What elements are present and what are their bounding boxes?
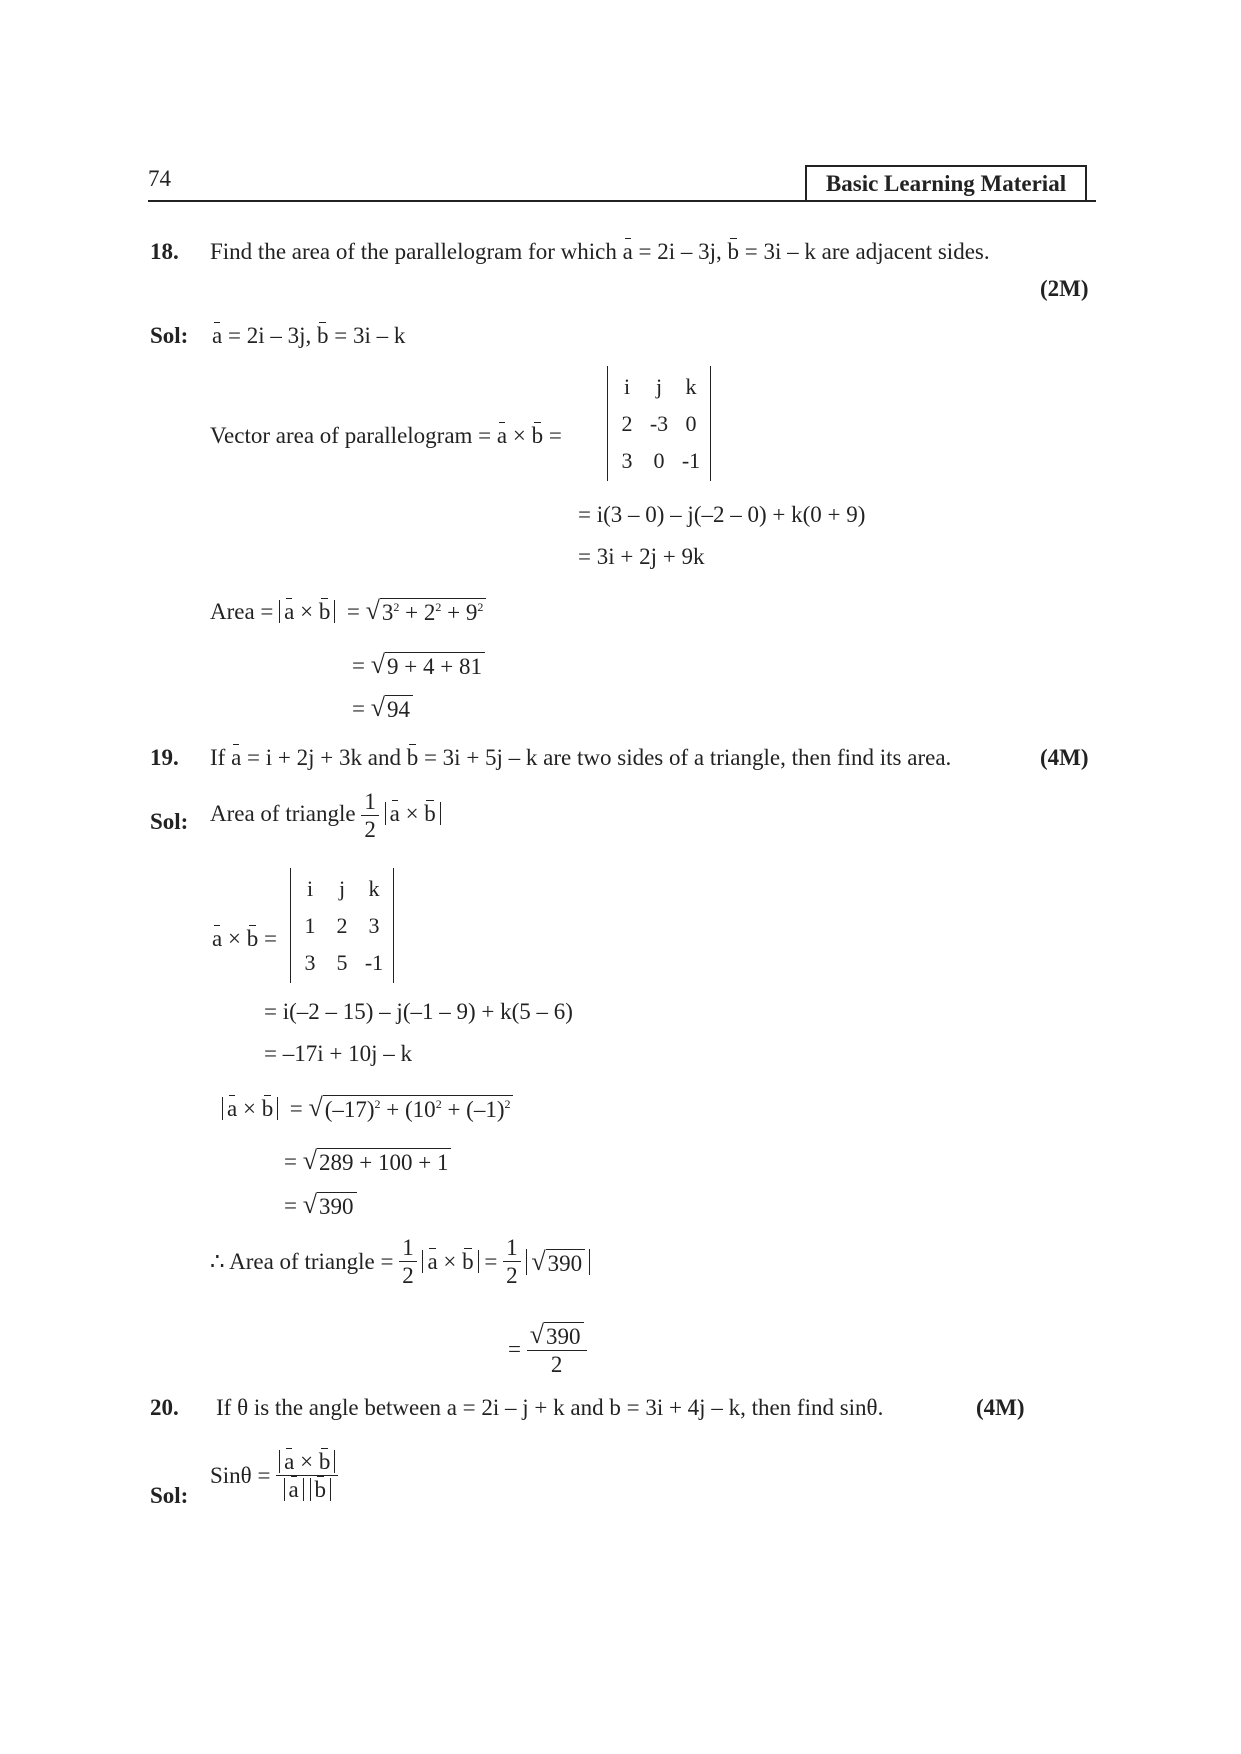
sqrt-sign: √ (302, 1146, 318, 1175)
therefore-label: ∴ Area of triangle = (210, 1249, 394, 1274)
q20-marks: (4M) (976, 1395, 1025, 1420)
abs-cross (222, 1097, 278, 1120)
abs-a (284, 1478, 304, 1501)
sqrt-arg: 390 (544, 1322, 584, 1348)
sqrt-sign: √ (308, 1093, 323, 1122)
vector-b: b (246, 926, 259, 951)
q18-marks: (2M) (1040, 276, 1089, 301)
abs-b (310, 1478, 332, 1501)
vector-a: a (227, 1096, 238, 1121)
cross-symbol: × (300, 1449, 314, 1474)
vector-a: a (231, 745, 242, 770)
det-cell: 1 (304, 912, 316, 938)
det-cell: i (306, 875, 314, 901)
vector-b: b (462, 1249, 474, 1274)
equals-symbol: = (284, 1149, 297, 1174)
page-number: 74 (148, 166, 171, 191)
sqrt-sign: √ (365, 596, 380, 625)
equals-symbol: = (352, 696, 365, 721)
vector-b: b (727, 239, 740, 264)
q18-step2: = 3i + 2j + 9k (578, 544, 705, 569)
q19-number: 19. (150, 745, 179, 770)
q19-a-def: = i + 2j + 3k and (247, 745, 401, 770)
det-cell: 0 (685, 410, 697, 436)
sqrt-expr (530, 1322, 584, 1348)
q18-sol-given (212, 324, 405, 347)
vector-b: b (314, 1477, 326, 1502)
cross-symbol: × (405, 800, 419, 826)
abs-cross (422, 1250, 478, 1273)
fraction-half (503, 1236, 521, 1287)
det-cell: -1 (681, 447, 701, 473)
abs-cross (385, 802, 441, 825)
q18-area-step2 (352, 652, 485, 678)
q18-step1: = i(3 – 0) – j(–2 – 0) + k(0 + 9) (578, 502, 866, 527)
q19-area-formula (210, 790, 441, 841)
equals-symbol: = (548, 423, 562, 448)
vector-b: b (406, 745, 419, 770)
q18-b-def: = 3i – k are adjacent sides. (744, 239, 990, 264)
q19-magnitude (222, 1095, 513, 1121)
q19-mag-step2 (284, 1148, 451, 1174)
q20-number: 20. (150, 1395, 179, 1420)
equals-symbol: = (284, 1193, 297, 1218)
abs-sqrt (526, 1246, 590, 1276)
area-of-triangle-label: Area of triangle (210, 800, 356, 826)
sqrt-sign: √ (370, 693, 386, 722)
area-label: Area = (210, 599, 274, 624)
sqrt-sign: √ (529, 1320, 545, 1349)
det-cell: 3 (621, 447, 633, 473)
vector-a: a (427, 1249, 438, 1274)
det-cell: k (685, 373, 697, 399)
q18-determinant (607, 366, 711, 481)
sqrt-arg: 289 + 100 + 1 (317, 1148, 451, 1174)
cross-symbol: × (443, 1249, 457, 1274)
equals-symbol: = (289, 1096, 303, 1121)
sin-label: Sinθ = (210, 1463, 271, 1488)
q18-number: 18. (150, 239, 179, 264)
vector-b: b (531, 423, 544, 448)
q19-final (508, 1322, 587, 1376)
vector-b: b (424, 800, 436, 826)
q19-sol-label: Sol: (150, 809, 189, 834)
sqrt-expr (371, 652, 485, 678)
det-cell: j (338, 875, 346, 901)
cross-symbol: × (242, 1096, 256, 1121)
vector-b: b (261, 1096, 274, 1121)
equals-symbol: = (508, 1336, 521, 1362)
vector-a: a (622, 239, 633, 264)
det-cell: -3 (649, 410, 669, 436)
sqrt-magnitude: √ $(-17)^2 + (10^2 + (-1)^2$ (308, 1095, 513, 1121)
abs-cross (279, 1450, 335, 1473)
sqrt-arg: 94 (385, 695, 413, 721)
q19-mag-step3 (284, 1192, 357, 1218)
header-rule (148, 200, 1096, 202)
det-cell: 0 (653, 447, 665, 473)
cross-symbol: × (300, 599, 314, 624)
q20-question: If θ is the angle between a = 2i – j + k and b = 3i + 4j – k, then find sinθ. (216, 1395, 884, 1420)
vector-a: a (212, 926, 223, 951)
q18-sol-label: Sol: (150, 323, 189, 348)
sqrt-sign: √ (531, 1246, 546, 1276)
q18-a-def: = 2i – 3j, (638, 239, 722, 264)
equals-symbol: = (484, 1249, 498, 1274)
denominator: 2 (550, 1352, 563, 1377)
fraction-half (399, 1236, 417, 1287)
sqrt-sum-squares: √ $3^2 + 2^2 + 9^2$ (366, 598, 487, 624)
q18-vector-area (210, 424, 562, 447)
equals-symbol: = (352, 653, 365, 678)
vector-b: b (318, 1449, 331, 1474)
q19-b-def: = 3i + 5j – k are two sides of a triangle, then find its area. (423, 745, 952, 770)
sqrt-expr (371, 695, 413, 721)
vector-b: b (318, 599, 331, 624)
q19-step1: = i(–2 – 15) – j(–1 – 9) + k(5 – 6) (264, 999, 573, 1024)
q20-sol-label: Sol: (150, 1483, 189, 1508)
det-cell: -1 (364, 949, 384, 975)
q19-step2: = –17i + 10j – k (264, 1041, 412, 1066)
q19-marks: (4M) (1040, 745, 1089, 770)
sqrt-sign: √ (302, 1190, 318, 1219)
vector-a: a (389, 800, 400, 826)
det-cell: 3 (368, 912, 380, 938)
denominator: 2 (364, 817, 376, 842)
sqrt-arg: 390 (546, 1249, 586, 1275)
vector-a: a (288, 1477, 299, 1502)
q19-therefore (210, 1236, 590, 1287)
cross-symbol: × (227, 926, 241, 951)
q19-question-text: If (210, 745, 226, 770)
det-cell: 3 (304, 949, 316, 975)
q19-determinant (290, 868, 394, 983)
vector-a: a (284, 599, 295, 624)
vector-area-label: Vector area of parallelogram = (210, 423, 492, 448)
q20-sin-formula (210, 1450, 338, 1501)
q19-cross-lhs (212, 927, 277, 950)
sqrt-arg: 9 + 4 + 81 (385, 652, 485, 678)
equals-symbol: = (263, 926, 277, 951)
equals-symbol: = (346, 599, 360, 624)
sqrt-expr (303, 1192, 357, 1218)
cross-symbol: × (512, 423, 526, 448)
abs-cross (279, 600, 335, 623)
sqrt-sign: √ (370, 650, 386, 679)
sqrt-arg: 390 (317, 1192, 357, 1218)
det-cell: 2 (336, 912, 348, 938)
sqrt-expr (531, 1246, 585, 1276)
fraction-half (361, 790, 379, 841)
vector-b: b (316, 323, 329, 348)
q18-area-step3 (352, 695, 413, 721)
section-title: Basic Learning Material (805, 165, 1087, 201)
numerator: 1 (503, 1236, 521, 1262)
det-cell: i (623, 373, 631, 399)
det-cell: 2 (621, 410, 633, 436)
q18-question (210, 240, 990, 263)
q18-sol-a: = 2i – 3j, (227, 323, 312, 348)
denominator: 2 (402, 1263, 414, 1288)
q18-question-text: Find the area of the parallelogram for which (210, 239, 617, 264)
vector-a: a (496, 423, 508, 448)
sqrt-expr (303, 1148, 452, 1174)
denominator: 2 (506, 1263, 518, 1288)
numerator: 1 (361, 790, 379, 816)
fraction-final (527, 1322, 587, 1376)
q18-sol-b: = 3i – k (334, 323, 406, 348)
fraction-sin (276, 1450, 338, 1501)
det-cell: j (655, 373, 663, 399)
vector-a: a (284, 1449, 295, 1474)
numerator: 1 (399, 1236, 417, 1262)
det-cell: 5 (336, 949, 348, 975)
q19-question (210, 746, 951, 769)
det-cell: k (368, 875, 380, 901)
q18-area (210, 598, 486, 624)
vector-a: a (212, 323, 223, 348)
